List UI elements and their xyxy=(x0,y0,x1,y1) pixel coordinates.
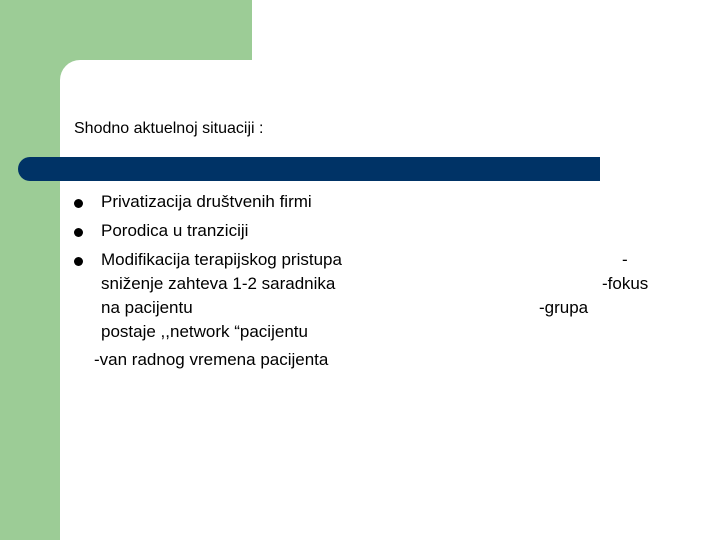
accent-strip xyxy=(0,0,60,540)
right-dash: - xyxy=(622,250,628,269)
right-grupa: -grupa xyxy=(539,298,589,317)
bullet-dot-icon xyxy=(74,199,83,208)
bullet-text: Porodica u tranziciji xyxy=(101,221,249,240)
bullet-dot-icon xyxy=(74,257,83,266)
bullet-text: Privatizacija društvenih firmi xyxy=(101,192,312,211)
continuation-line: na pacijentu xyxy=(101,298,193,317)
title-underline-bar xyxy=(18,157,600,181)
bullet-text: Modifikacija terapijskog pristupa xyxy=(101,250,342,269)
slide-title: Shodno aktuelnoj situaciji : xyxy=(74,120,264,137)
bullet-dot-icon xyxy=(74,228,83,237)
continuation-line: sniženje zahteva 1-2 saradnika xyxy=(101,274,336,293)
right-fokus: -fokus xyxy=(602,274,649,293)
continuation-line: postaje ,,network “pacijentu xyxy=(101,322,308,341)
continuation-line: -van radnog vremena pacijenta xyxy=(94,350,329,369)
